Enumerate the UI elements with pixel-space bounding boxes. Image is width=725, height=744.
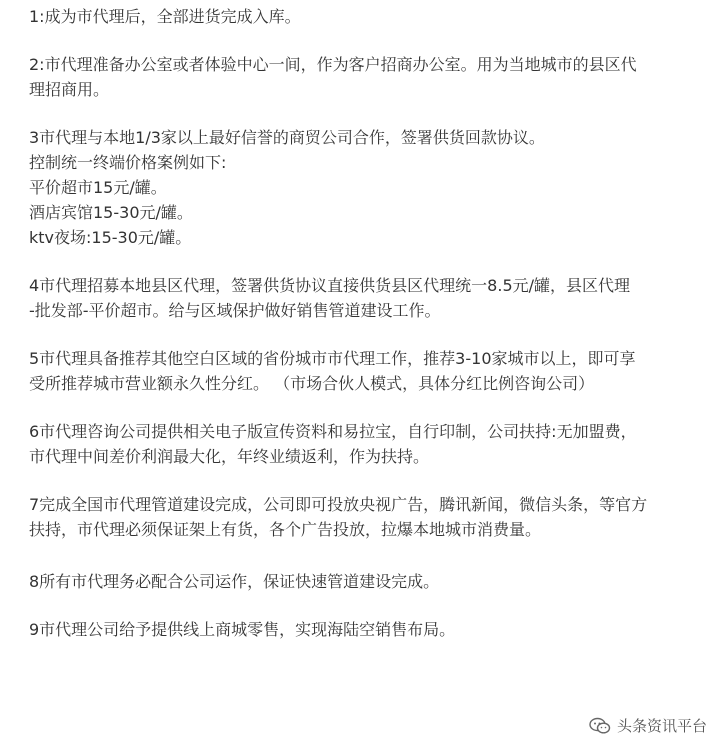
text-line: 9市代理公司给予提供线上商城零售，实现海陆空销售布局。: [29, 620, 456, 639]
paragraph-3: [29, 125, 719, 250]
watermark: [585, 714, 711, 738]
paragraph-2: [29, 52, 719, 102]
text-line: 扶持，市代理必须保证架上有货，各个广告投放，拉爆本地城市消费量。: [29, 520, 542, 539]
paragraph-5: [29, 346, 719, 396]
text-line: 4市代理招募本地县区代理，签署供货协议直接供货县区代理统一8.5元/罐，县区代理: [29, 276, 631, 295]
text-line: 受所推荐城市营业额永久性分红。 （市场合伙人模式，具体分红比例咨询公司）: [29, 374, 595, 393]
text-line: 平价超市15元/罐。: [29, 178, 167, 197]
text-line: 1:成为市代理后，全部进货完成入库。: [29, 7, 301, 26]
text-line: 控制统一终端价格案例如下:: [29, 153, 227, 172]
text-line: 理招商用。: [29, 80, 110, 99]
watermark-text: 头条资讯平台: [616, 717, 707, 735]
text-line: 3市代理与本地1/3家以上最好信誉的商贸公司合作，签署供货回款协议。: [29, 128, 545, 147]
text-line: 2:市代理准备办公室或者体验中心一间，作为客户招商办公室。用为当地城市的县区代: [29, 55, 637, 74]
document-body: [29, 4, 719, 665]
text-line: -批发部-平价超市。给与区域保护做好销售管道建设工作。: [29, 301, 441, 320]
text-line: ktv夜场:15-30元/罐。: [29, 228, 192, 247]
paragraph-1: [29, 4, 719, 29]
text-line: 6市代理咨询公司提供相关电子版宣传资料和易拉宝，自行印制，公司扶持:无加盟费，: [29, 422, 637, 441]
wechat-official-account-icon: [589, 717, 611, 735]
paragraph-8: [29, 569, 719, 594]
paragraph-7: [29, 492, 719, 542]
text-line: 酒店宾馆15-30元/罐。: [29, 203, 193, 222]
text-line: 8所有市代理务必配合公司运作，保证快速管道建设完成。: [29, 572, 440, 591]
paragraph-9: [29, 617, 719, 642]
text-line: 5市代理具备推荐其他空白区域的省份城市市代理工作，推荐3-10家城市以上，即可享: [29, 349, 636, 368]
paragraph-4: [29, 273, 719, 323]
text-line: 7完成全国市代理管道建设完成，公司即可投放央视广告，腾讯新闻，微信头条，等官方: [29, 495, 648, 514]
text-line: 市代理中间差价利润最大化，年终业绩返利，作为扶持。: [29, 447, 430, 466]
paragraph-6: [29, 419, 719, 469]
